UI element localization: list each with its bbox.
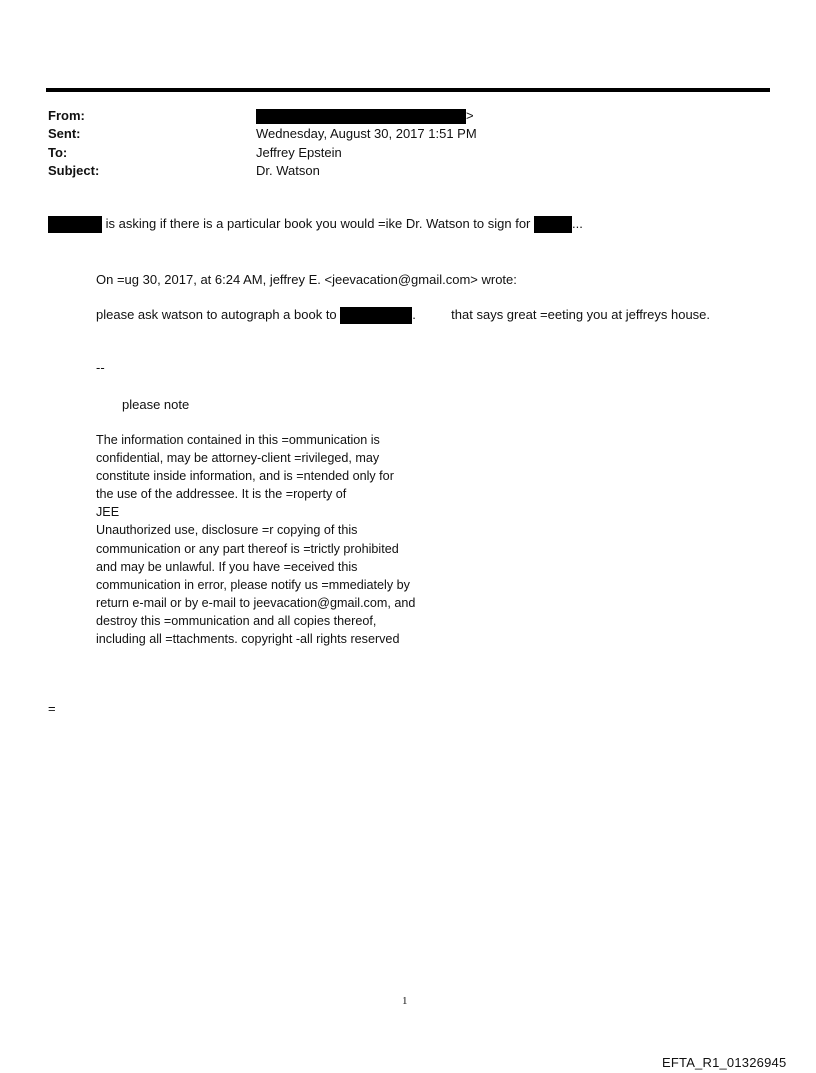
to-value: Jeffrey Epstein <box>256 145 342 160</box>
from-suffix: > <box>466 108 474 123</box>
sent-value: Wednesday, August 30, 2017 1:51 PM <box>256 126 477 141</box>
trailing-equals: = <box>48 701 56 716</box>
disclaimer-line: JEE <box>96 505 120 520</box>
bates-number: EFTA_R1_01326945 <box>662 1055 787 1070</box>
subject-value: Dr. Watson <box>256 163 320 178</box>
page-number: 1 <box>402 995 408 1007</box>
redaction-block <box>256 109 466 124</box>
quote-line <box>96 306 710 324</box>
disclaimer-line: return e-mail or by e-mail to jeevacation@gmail.com, and <box>96 595 416 610</box>
disclaimer-line: The information contained in this =ommunication is <box>96 433 380 447</box>
body-line-1-text: is asking if there is a particular book you would =ike Dr. Watson to sign for <box>105 216 531 231</box>
sent-label: Sent: <box>48 126 81 141</box>
disclaimer-line: the use of the addressee. It is the =roperty of <box>96 487 347 502</box>
disclaimer-line: communication or any part thereof is =trictly prohibited <box>96 541 399 556</box>
to-label: To: <box>48 145 68 160</box>
quote-line-start: please ask watson to autograph a book to <box>96 307 337 322</box>
disclaimer-line: Unauthorized use, disclosure =r copying of this <box>96 523 358 538</box>
redaction-block <box>48 216 102 233</box>
quote-line-end: that says great =eeting you at jeffreys house. <box>451 307 711 322</box>
disclaimer-line: and may be unlawful. If you have =eceived this <box>96 559 358 574</box>
quote-line-mid: . <box>412 307 416 322</box>
disclaimer-line: communication in error, please notify us =mmediately by <box>96 577 410 592</box>
redaction-block <box>340 307 412 324</box>
signature-dashes: -- <box>96 360 105 375</box>
from-value <box>256 107 474 125</box>
disclaimer-paragraph <box>96 431 456 648</box>
disclaimer-line: destroy this =ommunication and all copies thereof, <box>96 613 377 628</box>
disclaimer-line: confidential, may be attorney-client =rivileged, may <box>96 451 380 466</box>
body-line-1-end: ... <box>572 216 583 231</box>
quote-intro: On =ug 30, 2017, at 6:24 AM, jeffrey E. <jeevacation@gmail.com> wrote: <box>96 272 517 287</box>
redaction-block <box>534 216 572 233</box>
from-label: From: <box>48 108 85 123</box>
subject-label: Subject: <box>48 163 100 178</box>
please-note: please note <box>122 397 190 412</box>
disclaimer-line: including all =ttachments. copyright -all rights reserved <box>96 632 400 647</box>
header-rule <box>46 88 770 92</box>
disclaimer-line: constitute inside information, and is =ntended only for <box>96 469 394 484</box>
body-line-1 <box>48 215 583 233</box>
